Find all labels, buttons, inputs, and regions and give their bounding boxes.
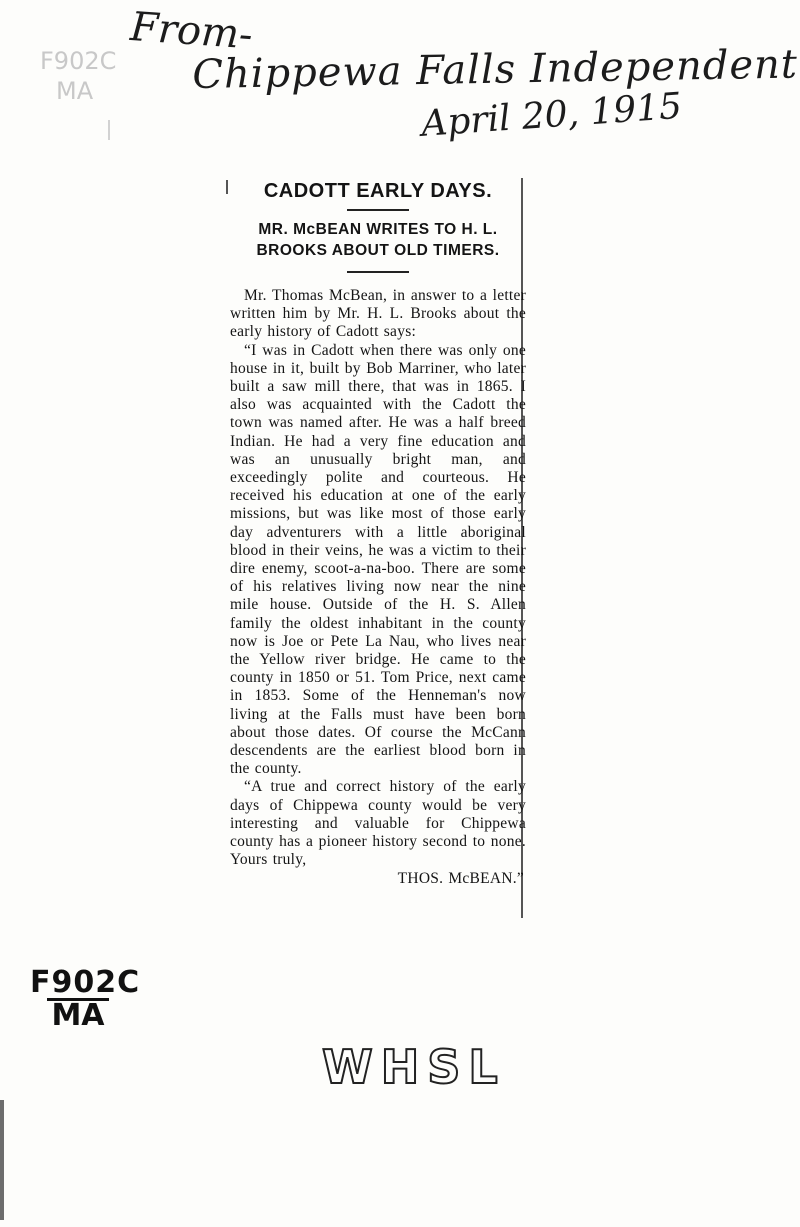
article-signature: THOS. McBEAN.” [397,869,524,887]
article-paragraph: “A true and correct history of the early days of Chippewa county would be very interesting and valuable for Chippewa county has a pioneer history second to none. Yours truly, [230,778,526,869]
handwritten-from: From- [128,4,255,59]
column-rule-left [226,180,228,194]
catalog-sub: MA [47,998,109,1031]
handwritten-newspaper-name: Chippewa Falls Independent [192,41,799,98]
catalog-stamp [30,965,141,1033]
article-deck: MR. McBEAN WRITES TO H. L. BROOKS ABOUT OLD TIMERS. [256,221,500,259]
faint-stamp-sub: MA [56,77,94,105]
faint-stamp-code: F902C [40,47,117,75]
headline-rule [347,209,409,211]
handwritten-date: April 20, 1915 [420,85,684,145]
faint-stamp [40,46,116,106]
deck-rule [347,271,409,273]
catalog-code: F902C [30,965,141,1000]
article-paragraph: “I was in Cadott when there was only one house in it, built by Bob Marriner, who later built a saw mill there, that was in 1865. I also was acquainted with the Cadott the town was named after. He was a half breed Indian. He had a very fine education and was an unusually bright man, and exceedingly polite and courteous. He received his education at one of the early missions, but was like most of those early day adventurers with a little aboriginal blood in their veins, he was a victim to their dire enemy, scoot-a-na-boo. There are some of his relatives living now near the nine mile house. Outside of the H. S. Allen family the oldest inhabitant in the county now is Joe or Pete La Nau, who lives near the Yellow river bridge. He came to the county in 1850 or 51. Tom Price, next came in 1853. Some of the Henneman's now living at the Falls must have been born about those dates. Of course the McCann descendents are the earliest blood born in the county. [230,341,526,778]
newspaper-clipping [230,176,526,888]
article-paragraph: Mr. Thomas McBean, in answer to a letter written him by Mr. H. L. Brooks about the early history of Cadott says: [230,287,526,341]
scan-edge [0,1100,4,1220]
perforated-stamp: WHSL [322,1040,506,1094]
faint-mark [108,120,110,140]
article-body [230,287,526,888]
article-headline: CADOTT EARLY DAYS. [263,180,493,202]
